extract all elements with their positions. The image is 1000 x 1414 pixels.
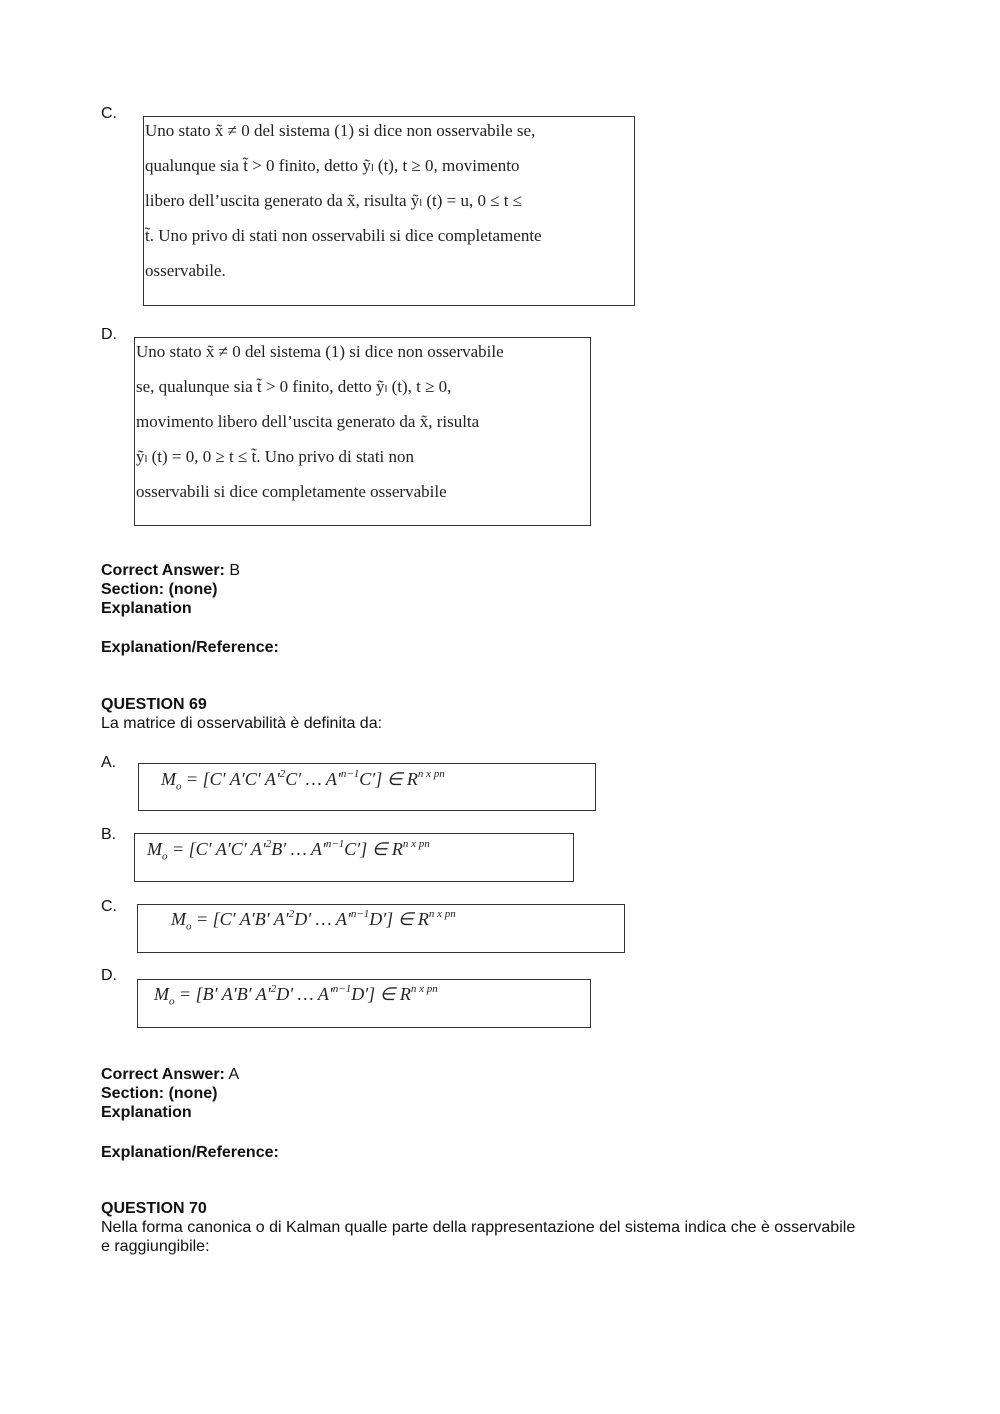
prev-correct-answer-label: Correct Answer: [101,562,225,579]
option-c-line-1: Uno stato x̃ ≠ 0 del sistema (1) si dice non osservabile se, [145,121,536,140]
formula-exp3: n x pn [428,908,456,920]
formula-sub: o [162,850,168,863]
q69-option-a-formula [161,768,445,793]
formula-end: D′] ∈ R [369,909,429,929]
formula-mid: D′ … A′ [294,909,351,929]
formula-lhs: M [147,839,162,859]
option-c-line-5: osservabile. [145,261,226,280]
formula-mid: D′ … A′ [276,984,333,1004]
question-70-prompt-line-2: e raggiungibile: [101,1238,210,1255]
formula-exp1: 2 [279,768,286,780]
prev-section: Section: (none) [101,581,218,598]
option-d-text [136,334,504,509]
prev-explanation: Explanation [101,600,192,617]
question-70-header [101,1199,901,1256]
prev-correct-answer-value: B [229,562,241,579]
formula-sub: o [169,995,175,1008]
formula-terms: = [C′ A′B′ A′ [196,909,289,929]
q69-correct-answer [101,1065,239,1084]
option-d-line-1: Uno stato x̃ ≠ 0 del sistema (1) si dice non osservabile [136,342,504,361]
option-d-line-3: movimento libero dell’uscita generato da x̃, risulta [136,412,480,431]
formula-exp1: 2 [265,838,272,850]
option-d-label: D. [101,326,117,343]
formula-exp1: 2 [288,908,295,920]
q69-option-b-box [134,833,574,882]
formula-exp2: n−1 [340,768,360,780]
q69-section: Section: (none) [101,1085,218,1102]
q69-option-c-label: C. [101,898,117,915]
q69-option-c-formula [171,908,456,933]
q69-explanation: Explanation [101,1104,192,1121]
formula-end: C′] ∈ R [359,769,418,789]
formula-exp2: n−1 [325,838,345,850]
option-d-line-4: ỹₗ (t) = 0, 0 ≥ t ≤ t̃. Uno privo di stati non [136,447,415,466]
formula-lhs: M [161,769,176,789]
q69-correct-answer-label: Correct Answer: [101,1066,225,1083]
q69-option-d-box [137,979,591,1028]
prev-answer-block [101,561,240,618]
formula-lhs: M [154,984,169,1004]
formula-mid: C′ … A′ [285,769,341,789]
prev-correct-answer [101,561,240,580]
q69-option-d-formula [154,983,438,1008]
question-70-prompt-line-1: Nella forma canonica o di Kalman qualle parte della rappresentazione del sistema indica che è osservabile [101,1219,856,1236]
option-d-line-2: se, qualunque sia t̃ > 0 finito, detto ỹₗ (t), t ≥ 0, [136,377,452,396]
formula-end: C′] ∈ R [344,839,403,859]
formula-exp3: n x pn [410,983,438,995]
q69-option-a-box [138,763,596,811]
q69-explanation-reference: Explanation/Reference: [101,1144,279,1161]
q69-option-a-label: A. [101,754,117,771]
prev-explanation-reference: Explanation/Reference: [101,639,279,656]
formula-sub: o [176,780,182,793]
option-d-box [134,337,591,526]
question-69-header [101,695,382,733]
q69-option-d-label: D. [101,967,117,984]
formula-sub: o [186,920,192,933]
formula-exp3: n x pn [417,768,445,780]
option-c-text [145,113,633,288]
formula-end: D′] ∈ R [351,984,411,1004]
formula-exp1: 2 [270,983,277,995]
formula-exp2: n−1 [350,908,370,920]
formula-terms: = [C′ A′C′ A′ [186,769,280,789]
formula-terms: = [C′ A′C′ A′ [172,839,266,859]
q69-option-b-formula [147,838,430,863]
formula-terms: = [B′ A′B′ A′ [179,984,271,1004]
q69-correct-answer-value: A [228,1066,240,1083]
option-c-label: C. [101,105,117,122]
q69-option-c-box [137,904,625,953]
question-70-title: QUESTION 70 [101,1200,207,1217]
q69-option-b-label: B. [101,826,117,843]
option-d-line-5: osservabili si dice completamente osservabile [136,482,447,501]
option-c-line-2: qualunque sia t̃ > 0 finito, detto ỹₗ (t), t ≥ 0, movimento [145,156,520,175]
q69-answer-block [101,1065,239,1122]
formula-lhs: M [171,909,186,929]
option-c-line-4: t̃. Uno privo di stati non osservabili si dice completamente [145,226,542,245]
option-c-line-3: libero dell’uscita generato da x̃, risulta ỹₗ (t) = u, 0 ≤ t ≤ [145,191,523,210]
question-69-prompt: La matrice di osservabilità è definita da: [101,715,383,732]
formula-exp3: n x pn [402,838,430,850]
question-69-title: QUESTION 69 [101,696,207,713]
option-c-box [143,116,635,306]
formula-exp2: n−1 [332,983,352,995]
formula-mid: B′ … A′ [271,839,326,859]
